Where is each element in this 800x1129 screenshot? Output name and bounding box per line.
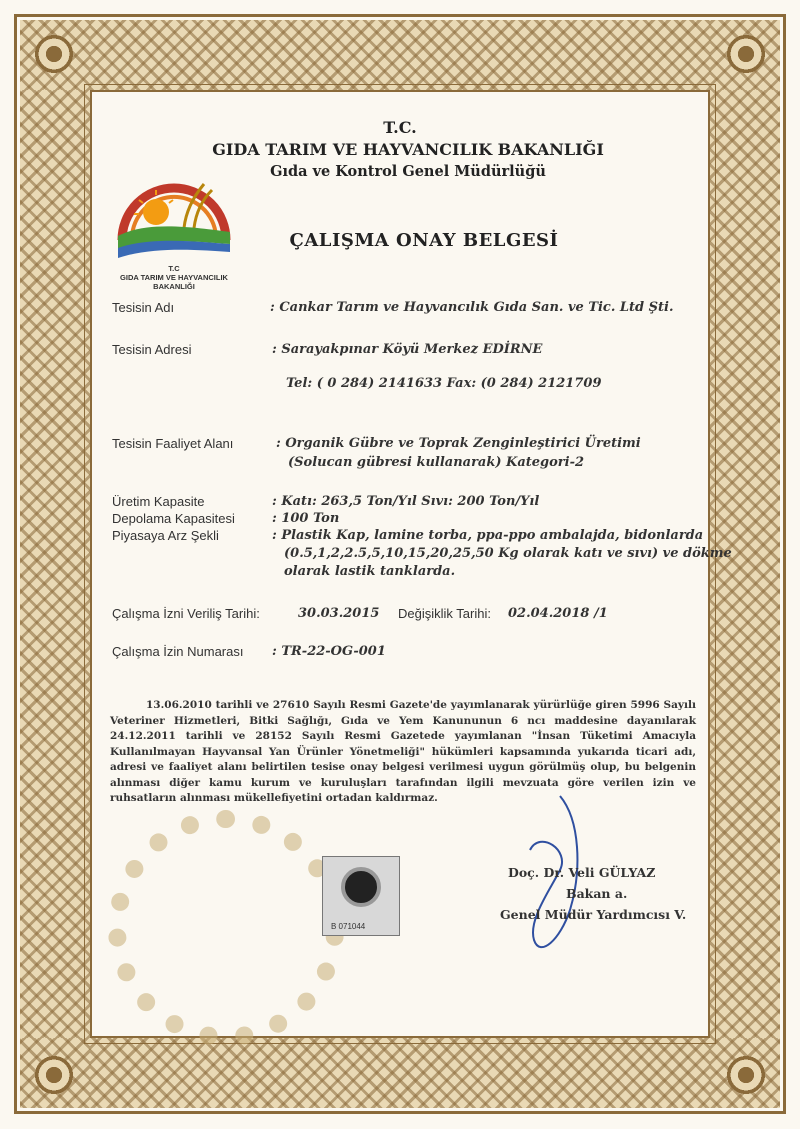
storage-value: : 100 Ton: [272, 511, 340, 526]
header-ministry: GIDA TARIM VE HAYVANCILIK BAKANLIĞI: [212, 140, 604, 159]
activity-label: Tesisin Faaliyet Alanı: [112, 436, 234, 451]
hologram-emblem: [341, 867, 381, 907]
market-label: Piyasaya Arz Şekli: [112, 528, 219, 543]
production-label: Üretim Kapasite: [112, 494, 205, 509]
activity-value-line1: : Organik Gübre ve Toprak Zenginleştirici Üretimi: [276, 436, 641, 451]
activity-value-line2: (Solucan gübresi kullanarak) Kategori-2: [288, 455, 585, 470]
corner-ornament-bottom-right: [714, 1043, 778, 1107]
issue-date-value: 30.03.2015: [298, 606, 380, 621]
change-date-value: 02.04.2018 /1: [508, 606, 608, 621]
storage-label: Depolama Kapasitesi: [112, 511, 235, 526]
hologram-serial: B 071044: [331, 922, 366, 931]
header-tc: T.C.: [383, 118, 417, 137]
corner-ornament-top-left: [22, 22, 86, 86]
address-value: : Sarayakpınar Köyü Merkez EDİRNE: [272, 342, 543, 357]
facility-name-label: Tesisin Adı: [112, 300, 175, 315]
corner-ornament-top-right: [714, 22, 778, 86]
logo-line2: BAKANLIĞI: [153, 282, 195, 291]
production-value: : Katı: 263,5 Ton/Yıl Sıvı: 200 Ton/Yıl: [272, 494, 540, 509]
market-value-line3: olarak lastik tanklarda.: [284, 564, 456, 579]
signature-block: [498, 862, 708, 925]
facility-name-value: : Cankar Tarım ve Hayvancılık Gıda San. ve Tic. Ltd Şti.: [270, 300, 674, 315]
hologram-sticker: [322, 856, 400, 936]
signatory-role1: Bakan a.: [566, 886, 628, 901]
address-label: Tesisin Adresi: [112, 342, 192, 357]
legal-paragraph: 13.06.2010 tarihli ve 27610 Sayılı Resmi Gazete'de yayımlanarak yürürlüğe giren 5996 Sayılı Veteriner Hizmetleri, Bitki Sağlığı, Gıda ve Yem Kanununun 6 ncı maddesine dayanılarak 24.12.2011 tarihli ve 28152 Sayılı Resmi Gazetede yayımlanan "İnsan Tüketimi Amacıyla Kullanılmayan Hayvansal Yan Ürünler Yönetmeliği" hükümleri kapsamında yukarıda ticari adı, adresi ve faaliyet alanı belirtilen tesise onay belgesi verilmesi uygun görülmüş olup, bu belgenin alınması diğer kamu kurum ve kuruluşları tarafından ilgili mevzuata göre verilen izin ve ruhsatların alınması mükellefiyetini ortadan kaldırmaz.: [110, 699, 696, 804]
signatory-role2: Genel Müdür Yardımcısı V.: [500, 907, 687, 922]
signatory-name: Doç. Dr. Veli GÜLYAZ: [508, 865, 656, 880]
change-date-label: Değişiklik Tarihi:: [398, 606, 491, 621]
logo-line1: GIDA TARIM VE HAYVANCILIK: [120, 273, 228, 282]
contact-value: Tel: ( 0 284) 2141633 Fax: (0 284) 2121709: [286, 376, 602, 391]
permit-number-value: : TR-22-OG-001: [272, 644, 386, 659]
page-title: ÇALIŞMA ONAY BELGESİ: [289, 230, 559, 251]
header-directorate: Gıda ve Kontrol Genel Müdürlüğü: [270, 163, 546, 180]
seal-stamp: [108, 810, 344, 1046]
logo-tc: T.C: [168, 264, 180, 273]
issue-date-label: Çalışma İzni Veriliş Tarihi:: [112, 606, 260, 621]
corner-ornament-bottom-left: [22, 1043, 86, 1107]
market-value-line1: : Plastik Kap, lamine torba, ppa-ppo ambalajda, bidonlarda: [272, 528, 704, 543]
market-value-line2: (0.5,1,2,2.5,5,10,15,20,25,50 Kg olarak katı ve sıvı) ve dökme: [284, 546, 732, 561]
permit-number-label: Çalışma İzin Numarası: [112, 644, 244, 659]
